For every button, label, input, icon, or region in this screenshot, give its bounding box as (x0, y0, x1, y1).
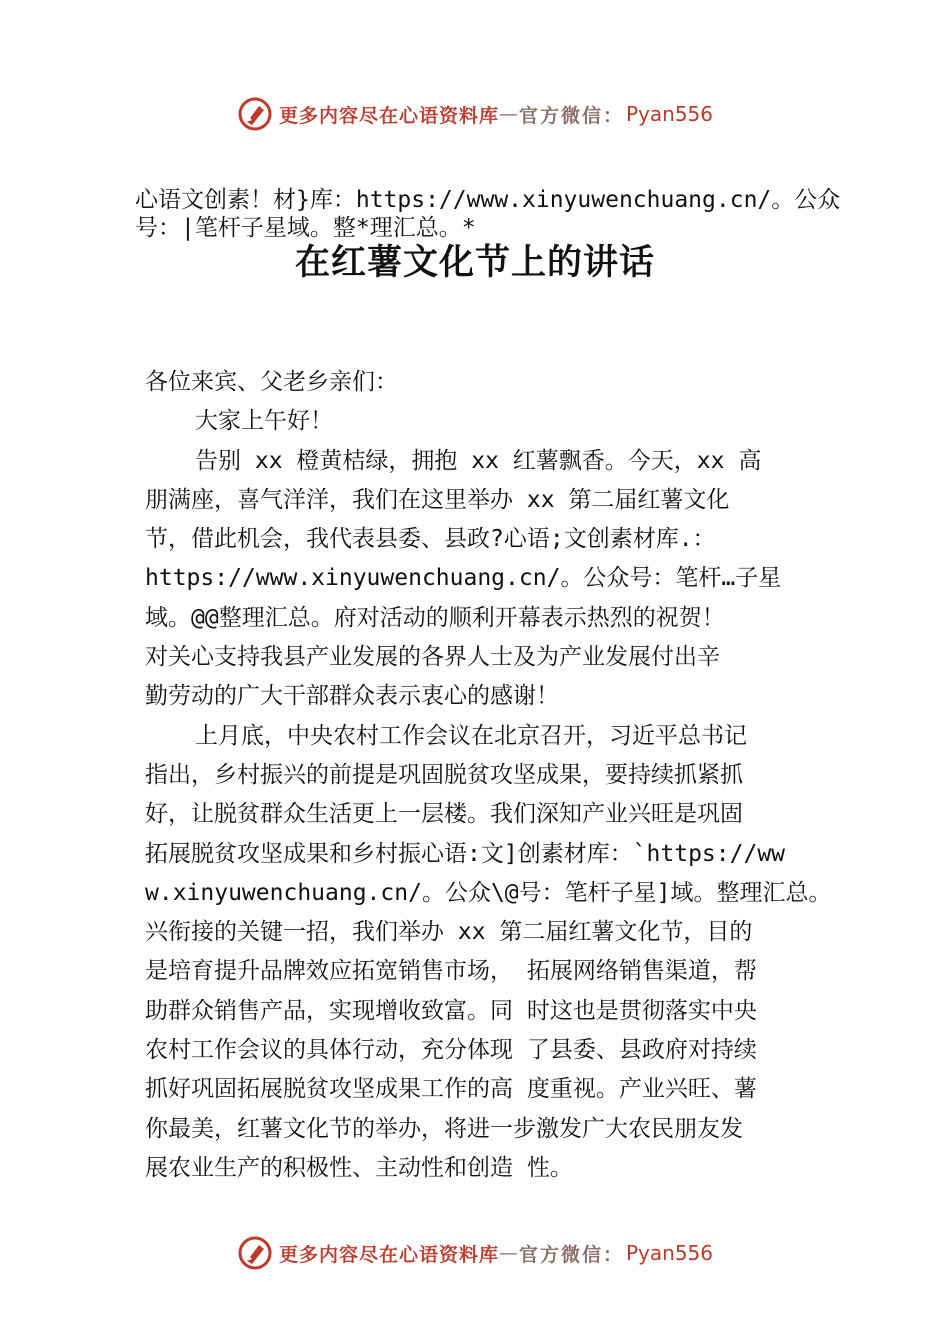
header-banner (0, 94, 950, 134)
body-line: 勤劳动的广大干部群众表示衷心的感谢！ (145, 683, 559, 710)
header-note-line: 号：|笔杆子星域。整*理汇总。* (135, 215, 476, 241)
body-line: 指出，乡村振兴的前提是巩固脱贫攻坚成果，要持续抓紧抓 (145, 761, 743, 788)
banner-text: 更多内容尽在心语资料库 (278, 1243, 499, 1266)
pen-nib-logo-icon (237, 1235, 273, 1271)
header-note-line: 心语文创素！材}库：https://www.xinyuwenchuang.cn/。公众 (135, 187, 841, 213)
body-line: 兴衔接的关键一招，我们举办 xx 第二届红薯文化节，目的 (145, 919, 753, 946)
body-line: 节，借此机会，我代表县委、县政?心语;文创素材库.： (145, 526, 716, 553)
body-line: https://www.xinyuwenchuang.cn/。公众号：笔杆…子星 (145, 565, 782, 592)
pen-nib-logo-icon (237, 96, 273, 132)
body-line: 你最美，红薯文化节的举办，将进一步激发广大农民朋友发 (145, 1115, 743, 1142)
body-line: 是培育提升品牌效应拓宽销售市场， 拓展网络销售渠道，帮 (145, 958, 757, 985)
body-line: 好，让脱贫群众生活更上一层楼。我们深知产业兴旺是巩固 (145, 801, 743, 828)
banner-wechat-id: Pyan556 (626, 1241, 714, 1265)
banner-separator: — (498, 103, 519, 125)
body-line: 对关心支持我县产业发展的各界人士及为产业发展付出辛 (145, 644, 720, 671)
banner-wechat-label: 官方微信： (518, 104, 624, 127)
body-line: 朋满座，喜气洋洋，我们在这里举办 xx 第二届红薯文化 (145, 486, 730, 513)
document-body (145, 363, 835, 1188)
document-title: 在红薯文化节上的讲话 (294, 242, 655, 283)
body-line: w.xinyuwenchuang.cn/。公众\@号：笔杆子星]域。整理汇总。 (145, 879, 832, 906)
body-line: 展农业生产的积极性、主动性和创造 性。 (145, 1154, 573, 1181)
salutation: 各位来宾、父老乡亲们： (145, 369, 398, 395)
body-line: 上月底，中央农村工作会议在北京召开，习近平总书记 (195, 722, 747, 749)
body-line: 抓好巩固拓展脱贫攻坚成果工作的高 度重视。产业兴旺、薯 (145, 1076, 757, 1103)
greeting: 大家上午好！ (195, 408, 333, 435)
banner-wechat-label: 官方微信： (518, 1243, 624, 1266)
banner-text: 更多内容尽在心语资料库 (278, 104, 499, 127)
body-line: 助群众销售产品，实现增收致富。同 时这也是贯彻落实中央 (145, 997, 757, 1024)
banner-wechat-id: Pyan556 (626, 102, 714, 126)
banner-separator: — (498, 1242, 519, 1264)
body-line: 农村工作会议的具体行动，充分体现 了县委、县政府对持续 (145, 1037, 757, 1064)
header-note (135, 186, 855, 242)
body-line: 拓展脱贫攻坚成果和乡村振心语:文]创素材库：`https://ww (145, 840, 786, 867)
body-line: 域。@@整理汇总。府对活动的顺利开幕表示热烈的祝贺！ (145, 604, 725, 631)
footer-banner (0, 1233, 950, 1273)
body-line: 告别 xx 橙黄桔绿，拥抱 xx 红薯飘香。今天，xx 高 (195, 447, 762, 474)
